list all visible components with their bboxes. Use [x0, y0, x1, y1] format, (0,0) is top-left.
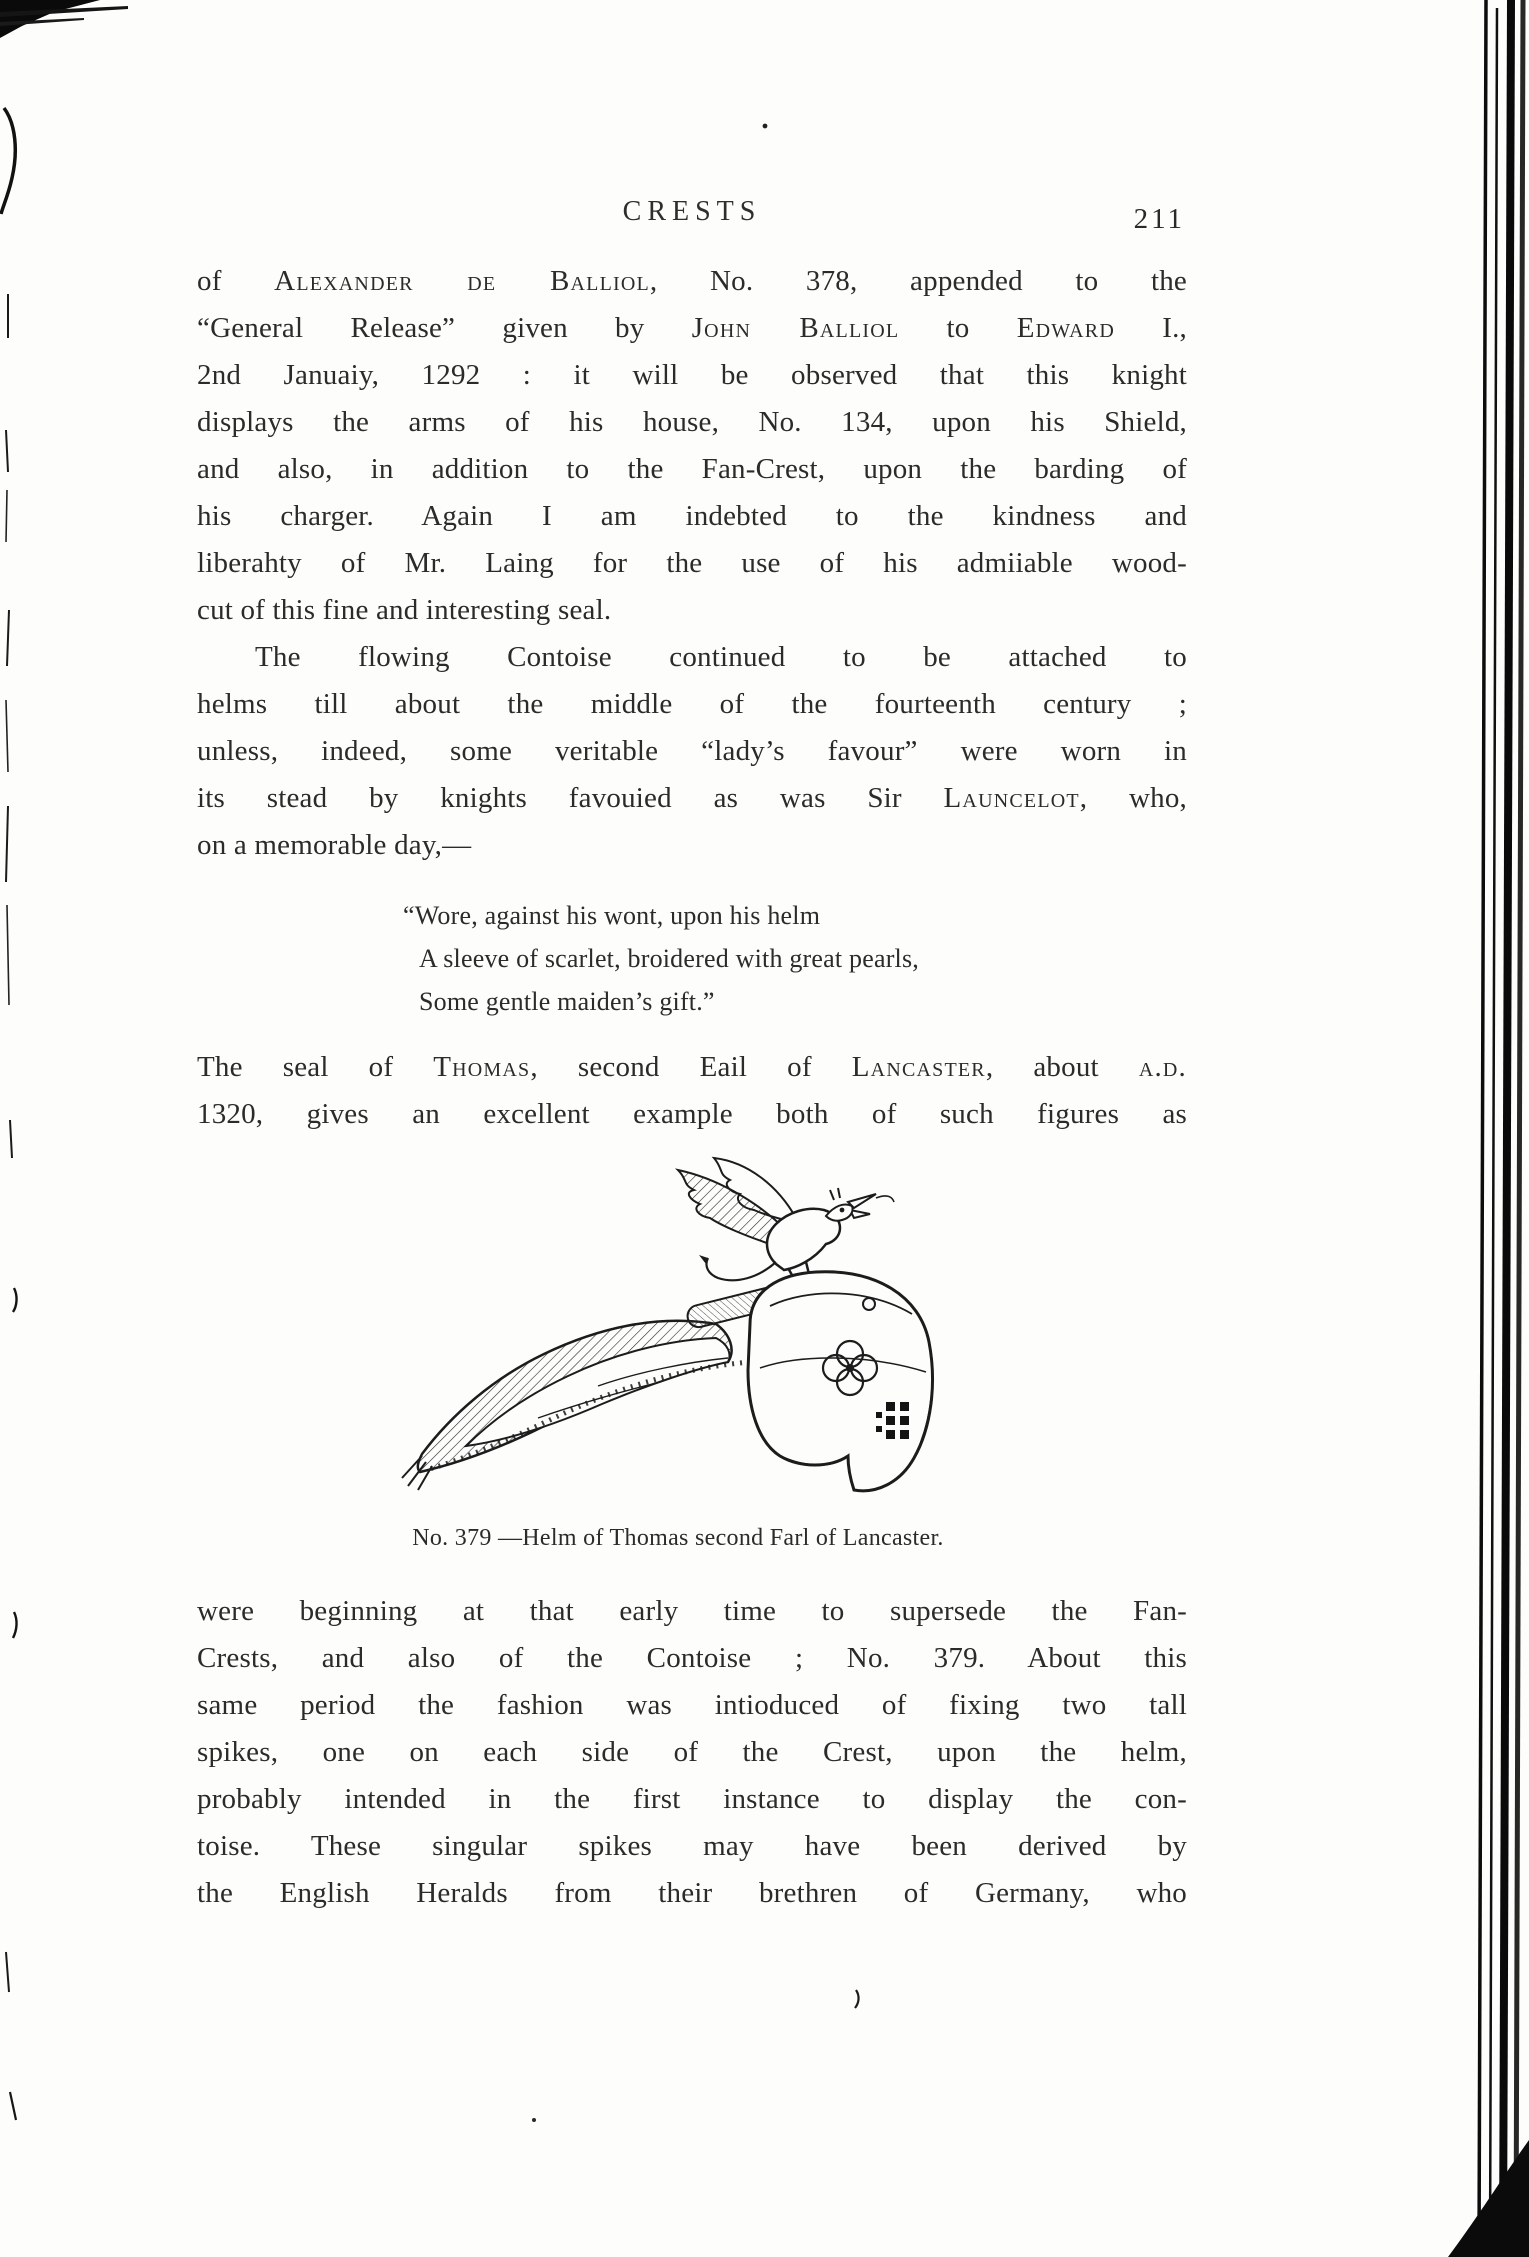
text-segment: to	[899, 312, 1017, 344]
text-line	[197, 634, 1187, 681]
text-line	[197, 540, 1187, 587]
text-line	[197, 822, 1187, 869]
text-segment: , about	[985, 1051, 1139, 1083]
helm-crest-illustration	[398, 1156, 958, 1508]
text-line	[197, 681, 1187, 728]
text-line	[197, 305, 1187, 352]
text-segment: John Balliol	[691, 312, 900, 344]
text-segment: Thomas	[433, 1051, 531, 1083]
text-segment: and also, in addition to the Fan-Crest, upon the barding of	[197, 453, 1187, 485]
text-segment: Crests, and also of the Contoise ; No. 379. About this	[197, 1642, 1187, 1674]
verse-line: Some gentle maiden’s gift.”	[419, 987, 715, 1016]
text-segment: 2nd Januaiy, 1292 : it will be observed that this knight	[197, 359, 1187, 391]
figure-caption: No. 379 —Helm of Thomas second Farl of Lancaster.	[412, 1525, 944, 1551]
paragraph-3	[197, 1044, 1187, 1138]
text-segment: I.,	[1115, 312, 1188, 344]
text-segment: spikes, one on each side of the Crest, upon the helm,	[197, 1736, 1187, 1768]
text-segment: probably intended in the first instance to display the con-	[197, 1783, 1187, 1815]
text-segment: toise. These singular spikes may have been derived by	[197, 1830, 1187, 1862]
text-line	[197, 1635, 1187, 1682]
text-segment: his charger. Again I am indebted to the kindness and	[197, 500, 1187, 532]
text-segment: 1320, gives an excellent example both of such figures as	[197, 1098, 1187, 1130]
paragraph-2	[197, 634, 1187, 869]
paragraph-1	[197, 258, 1187, 634]
text-segment: “General Release” given by	[197, 312, 692, 344]
text-line	[197, 728, 1187, 775]
text-segment: , second Eail of	[530, 1051, 852, 1083]
figure-block	[169, 1138, 1187, 1552]
verse-quote	[403, 894, 1187, 1023]
text-line	[197, 1682, 1187, 1729]
text-segment: unless, indeed, some veritable “lady’s favour” were worn in	[197, 735, 1187, 767]
text-segment: of	[197, 265, 275, 297]
text-segment: on a memorable day,—	[197, 829, 472, 861]
text-segment: its stead by knights favouied as was Sir	[197, 782, 944, 814]
text-segment: were beginning at that early time to supersede the Fan-	[197, 1595, 1187, 1627]
text-segment: , No. 378, appended to the	[649, 265, 1187, 297]
text-segment: Lancaster	[851, 1051, 986, 1083]
text-line	[197, 1870, 1187, 1917]
page-header-title: CRESTS	[622, 196, 762, 227]
text-line	[197, 587, 1187, 634]
text-column	[197, 196, 1187, 1917]
page-number: 211	[1133, 203, 1185, 235]
text-segment: The flowing Contoise continued to be attached to	[255, 641, 1187, 673]
text-segment: cut of this fine and interesting seal.	[197, 594, 612, 626]
text-segment: liberahty of Mr. Laing for the use of his admiiable wood-	[197, 547, 1187, 579]
text-line	[197, 1823, 1187, 1870]
text-line	[197, 258, 1187, 305]
text-segment: Launcelot	[943, 782, 1080, 814]
text-segment: helms till about the middle of the fourteenth century ;	[197, 688, 1187, 720]
text-line	[197, 352, 1187, 399]
text-segment: same period the fashion was intioduced of fixing two tall	[197, 1689, 1187, 1721]
text-segment: a.d.	[1138, 1051, 1187, 1083]
text-line	[197, 1588, 1187, 1635]
text-line	[197, 1091, 1187, 1138]
text-segment: Edward	[1016, 312, 1115, 344]
text-segment: The seal of	[197, 1051, 434, 1083]
running-header	[197, 196, 1187, 244]
text-segment: displays the arms of his house, No. 134, upon his Shield,	[197, 406, 1187, 438]
text-line	[197, 1044, 1187, 1091]
text-line	[197, 493, 1187, 540]
text-line	[197, 775, 1187, 822]
text-segment: , who,	[1079, 782, 1187, 814]
paragraph-4	[197, 1588, 1187, 1917]
text-segment: the English Heralds from their brethren of Germany, who	[197, 1877, 1187, 1909]
verse-line: A sleeve of scarlet, broidered with great pearls,	[419, 944, 919, 973]
text-line	[197, 1776, 1187, 1823]
text-line	[197, 446, 1187, 493]
text-line	[197, 399, 1187, 446]
text-line	[197, 1729, 1187, 1776]
verse-line: “Wore, against his wont, upon his helm	[403, 901, 821, 930]
text-segment: Alexander de Balliol	[274, 265, 650, 297]
